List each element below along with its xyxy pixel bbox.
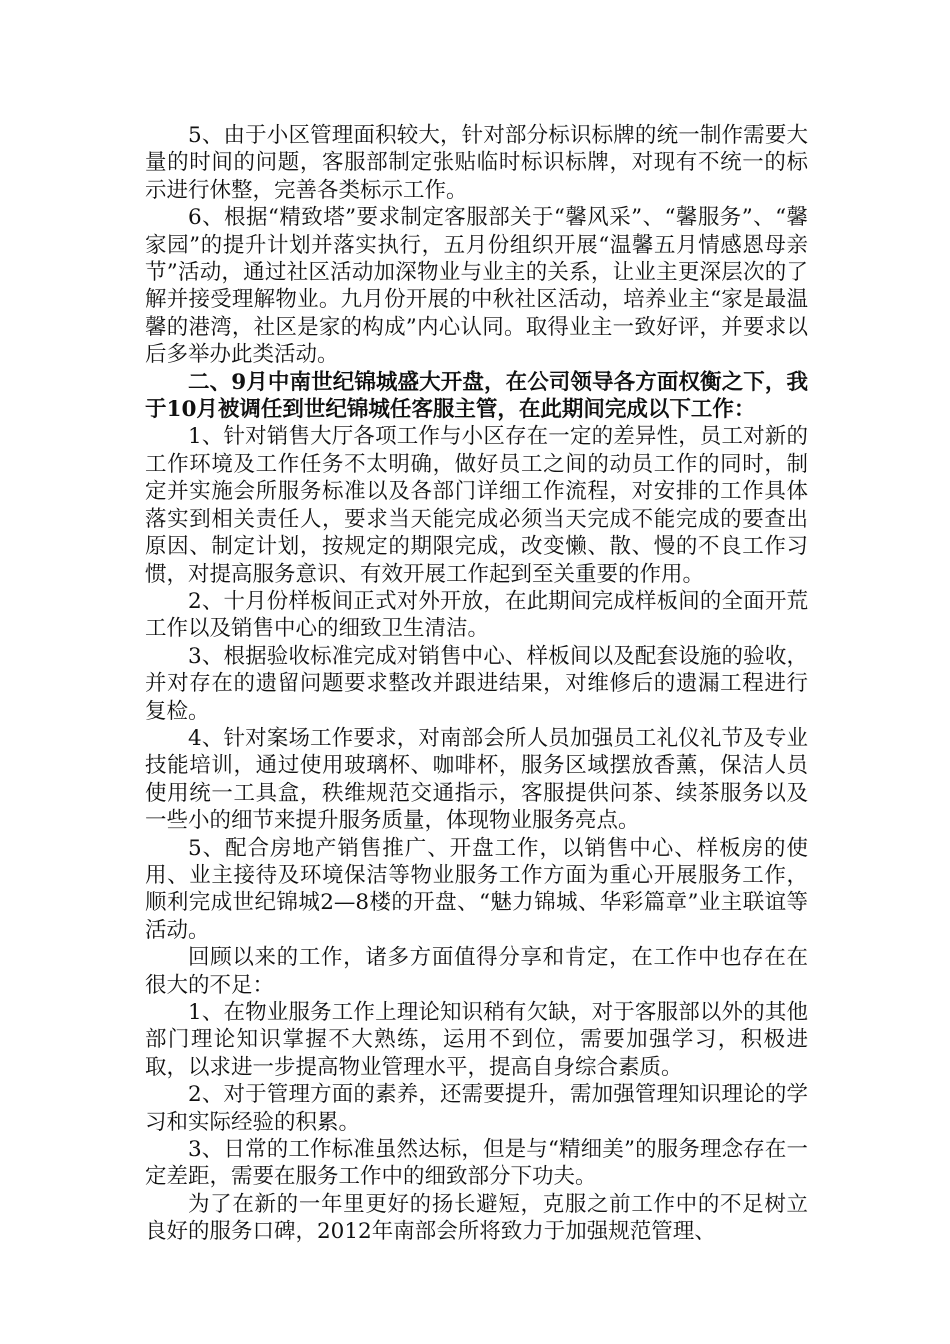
- document-page: [145, 122, 808, 1246]
- paragraph-item-3-acceptance: 3、根据验收标准完成对销售中心、样板间以及配套设施的验收，并对存在的遗留问题要求整改并跟进结果，对维修后的遗漏工程进行复检。: [145, 643, 808, 724]
- paragraph-item-1-sales-hall: 1、针对销售大厅各项工作与小区存在一定的差异性，员工对新的工作环境及工作任务不太明确，做好员工之间的动员工作的同时，制定并实施会所服务标准以及各部门详细工作流程，对安排的工作具体落实到相关责任人，要求当天能完成必须当天完成不能完成的要查出原因、制定计划，按规定的期限完成，改变懒、散、慢的不良工作习惯，对提高服务意识、有效开展工作起到至关重要的作用。: [145, 424, 808, 587]
- paragraph-review-intro: 回顾以来的工作，诸多方面值得分享和肯定，在工作中也存在在很大的不足：: [145, 945, 808, 998]
- paragraph-item-2-model-room: 2、十月份样板间正式对外开放，在此期间完成样板间的全面开荒工作以及销售中心的细致卫生清洁。: [145, 588, 808, 642]
- paragraph-shortcoming-3: 3、日常的工作标准虽然达标，但是与“精细美”的服务理念存在一定差距，需要在服务工作中的细致部分下功夫。: [145, 1137, 808, 1190]
- paragraph-item-5-sales-support: 5、配合房地产销售推广、开盘工作，以销售中心、样板房的使用、业主接待及环境保洁等物业服务工作方面为重心开展服务工作，顺利完成世纪锦城2—8楼的开盘、“魅力锦城、华彩篇章”业主联谊等活动。: [145, 835, 808, 943]
- section-heading-2: 二、9月中南世纪锦城盛大开盘，在公司领导各方面权衡之下，我于10月被调任到世纪锦城任客服主管，在此期间完成以下工作：: [145, 369, 808, 423]
- paragraph-item-4-training: 4、针对案场工作要求，对南部会所人员加强员工礼仪礼节及专业技能培训，通过使用玻璃杯、咖啡杯，服务区域摆放香薰，保洁人员使用统一工具盒，秩维规范交通指示，客服提供问茶、续茶服务以及一些小的细节来提升服务质量，体现物业服务亮点。: [145, 725, 808, 834]
- paragraph-item-5-signage: 5、由于小区管理面积较大，针对部分标识标牌的统一制作需要大量的时间的问题，客服部制定张贴临时标识标牌，对现有不统一的标示进行休整，完善各类标示工作。: [145, 123, 808, 203]
- paragraph-next-year: 为了在新的一年里更好的扬长避短，克服之前工作中的不足树立良好的服务口碑，2012年南部会所将致力于加强规范管理、: [145, 1191, 808, 1245]
- paragraph-shortcoming-1: 1、在物业服务工作上理论知识稍有欠缺，对于客服部以外的其他部门理论知识掌握不大熟练，运用不到位，需要加强学习，积极进取，以求进一步提高物业管理水平，提高自身综合素质。: [145, 1000, 808, 1080]
- paragraph-shortcoming-2: 2、对于管理方面的素养，还需要提升，需加强管理知识理论的学习和实际经验的积累。: [145, 1082, 808, 1135]
- paragraph-item-6-community-activities: 6、根据“精致塔”要求制定客服部关于“馨风采”、“馨服务”、“馨家园”的提升计划并落实执行，五月份组织开展“温馨五月情感恩母亲节”活动，通过社区活动加深物业与业主的关系，让业主更深层次的了解并接受理解物业。九月份开展的中秋社区活动，培养业主“家是最温馨的港湾，社区是家的构成”内心认同。取得业主一致好评，并要求以后多举办此类活动。: [145, 205, 808, 368]
